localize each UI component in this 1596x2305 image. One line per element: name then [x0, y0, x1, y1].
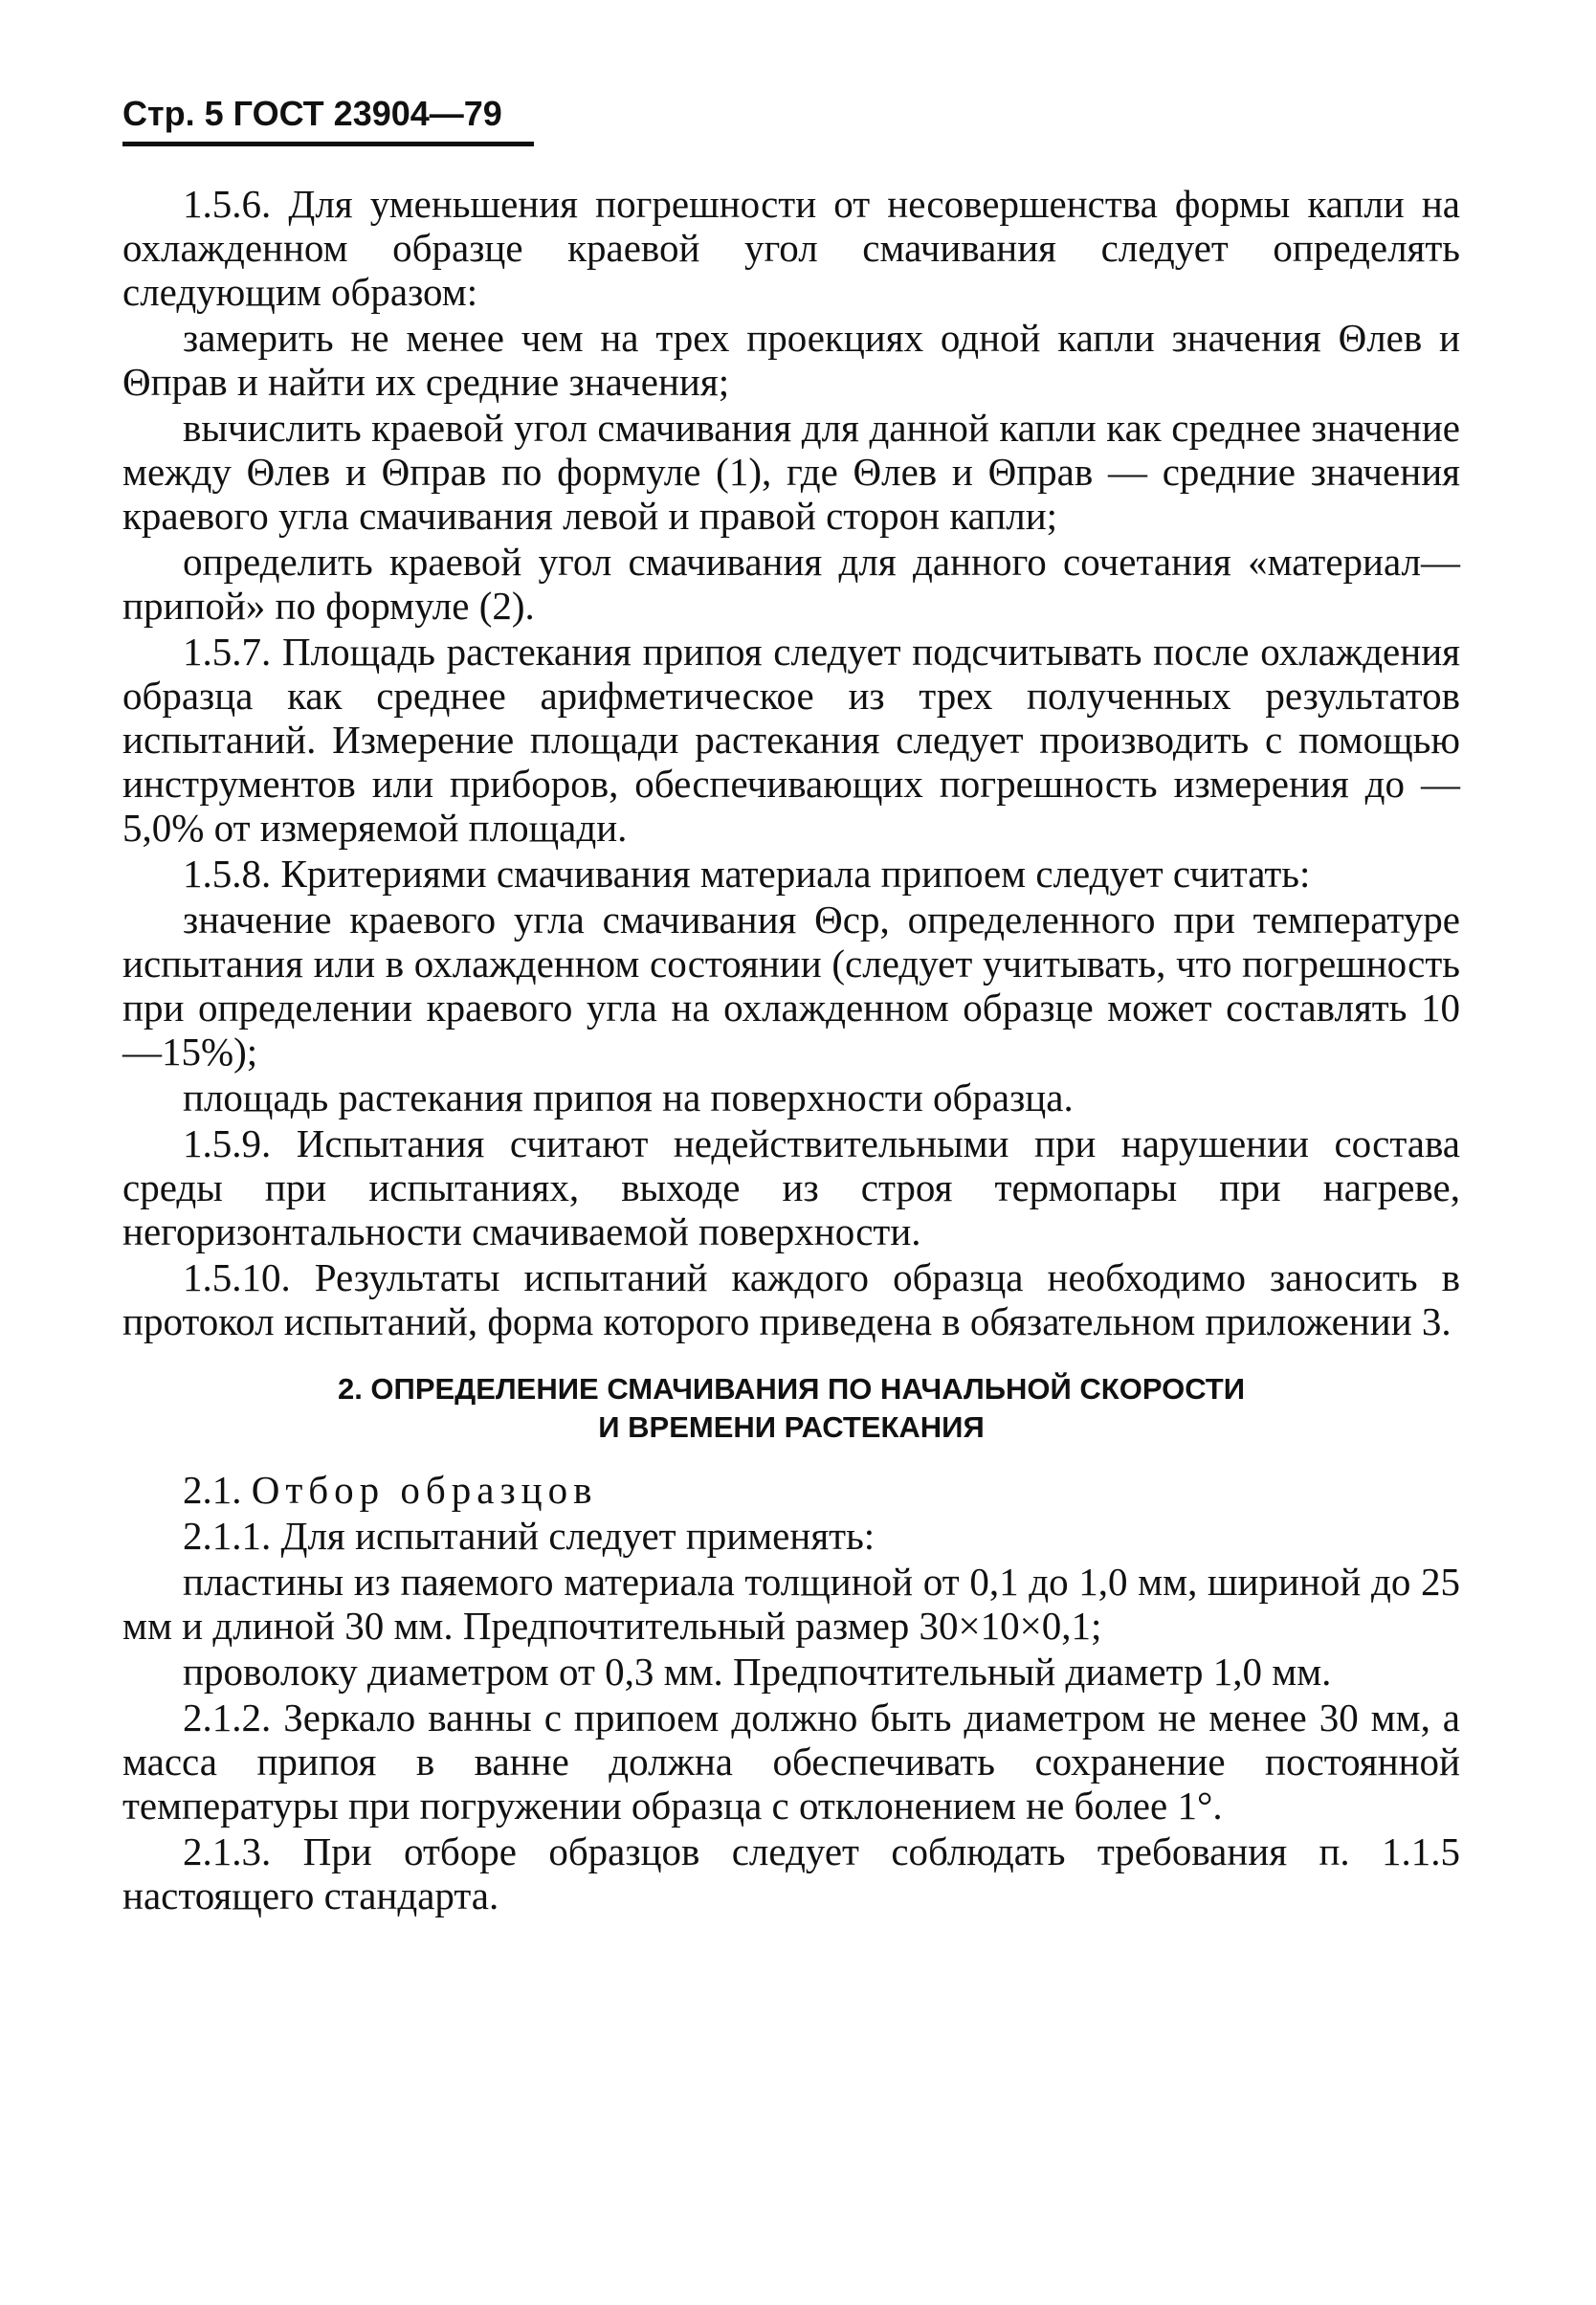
section-2-heading — [122, 1370, 1460, 1447]
paragraph-criterion-angle: значение краевого угла смачивания Θср, определенного при температуре испытания или в охлажденном состоянии (следует учитывать, что погрешность при определении краевого угла на охлажденном образце может составлять 10—15%); — [122, 898, 1460, 1074]
subsection-number: 2.1. — [183, 1468, 242, 1512]
running-head: Стр. 5 ГОСТ 23904—79 — [122, 94, 502, 133]
section-2-heading-line-1: 2. ОПРЕДЕЛЕНИЕ СМАЧИВАНИЯ ПО НАЧАЛЬНОЙ СКОРОСТИ — [337, 1372, 1246, 1406]
paragraph-plates: пластины из паяемого материала толщиной от 0,1 до 1,0 мм, шириной до 25 мм и длиной 30 мм. Предпочтительный размер 30×10×0,1; — [122, 1560, 1460, 1648]
paragraph-1-5-6: 1.5.6. Для уменьшения погрешности от несовершенства формы капли на охлажденном образце краевой угол смачивания следует определять следующим образом: — [122, 182, 1460, 314]
paragraph-1-5-8: 1.5.8. Критериями смачивания материала припоем следует считать: — [183, 852, 1311, 896]
section-2-heading-line-2: И ВРЕМЕНИ РАСТЕКАНИЯ — [598, 1410, 985, 1444]
paragraph-wire: проволоку диаметром от 0,3 мм. Предпочтительный диаметр 1,0 мм. — [183, 1650, 1332, 1694]
body-text — [122, 182, 1460, 1919]
paragraph-2-1-3: 2.1.3. При отборе образцов следует соблюдать требования п. 1.1.5 настоящего стандарта. — [122, 1829, 1460, 1917]
paragraph-1-5-9: 1.5.9. Испытания считают недействительными при нарушении состава среды при испытаниях, выходе из строя термопары при нагреве, негоризонтальности смачиваемой поверхности. — [122, 1121, 1460, 1253]
paragraph-1-5-7: 1.5.7. Площадь растекания припоя следует подсчитывать после охлаждения образца как среднее арифметическое из трех полученных результатов испытаний. Измерение площади растекания следует производить с помощью инструментов или приборов, обеспечивающих погрешность измерения до — 5,0% от измеряемой площади. — [122, 630, 1460, 850]
paragraph-calculate: вычислить краевой угол смачивания для данной капли как среднее значение между Θлев и Θправ по формуле (1), где Θлев и Θправ — средние значения краевого угла смачивания левой и правой сторон капли; — [122, 406, 1460, 538]
paragraph-criterion-area: площадь растекания припоя на поверхности образца. — [183, 1075, 1074, 1119]
subsection-title: Отбор образцов — [251, 1468, 598, 1512]
paragraph-2-1-1: 2.1.1. Для испытаний следует применять: — [183, 1514, 876, 1558]
paragraph-measure: замерить не менее чем на трех проекциях одной капли значения Θлев и Θправ и найти их средние значения; — [122, 316, 1460, 404]
paragraph-2-1-2: 2.1.2. Зеркало ванны с припоем должно быть диаметром не менее 30 мм, а масса припоя в ванне должна обеспечивать сохранение постоянной температуры при погружении образца с отклонением не более 1°. — [122, 1696, 1460, 1828]
paragraph-1-5-10: 1.5.10. Результаты испытаний каждого образца необходимо заносить в протокол испытаний, форма которого приведена в обязательном приложении 3. — [122, 1255, 1460, 1343]
subsection-2-1-title — [122, 1468, 1460, 1512]
running-header — [122, 92, 502, 136]
header-rule — [122, 142, 534, 146]
paragraph-determine: определить краевой угол смачивания для данного сочетания «материал—припой» по формуле (2). — [122, 540, 1460, 628]
